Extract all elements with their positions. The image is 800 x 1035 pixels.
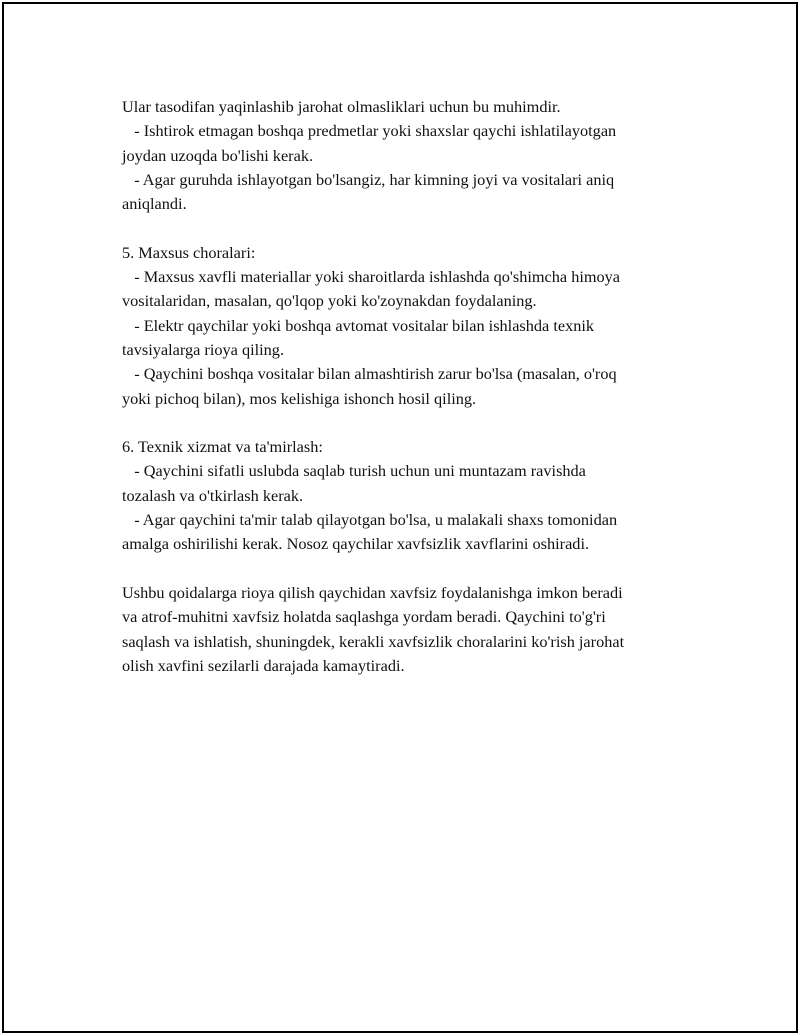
text-line: amalga oshirilishi kerak. Nosoz qaychilar xavfsizlik xavflarini oshiradi.: [122, 534, 590, 554]
page-frame: [2, 2, 798, 1033]
text-line: - Qaychini sifatli uslubda saqlab turish uchun uni muntazam ravishda: [122, 461, 586, 481]
section-heading: 5. Maxsus choralari:: [122, 242, 256, 262]
text-line: tavsiyalarga rioya qiling.: [122, 339, 285, 359]
text-line: - Ishtirok etmagan boshqa predmetlar yoki shaxslar qaychi ishlatilayotgan: [122, 121, 617, 141]
section-heading: 6. Texnik xizmat va ta'mirlash:: [122, 437, 323, 457]
text-line: aniqlandi.: [122, 194, 187, 214]
text-line: yoki pichoq bilan), mos kelishiga ishonch hosil qiling.: [122, 388, 477, 408]
text-line: tozalash va o'tkirlash kerak.: [122, 485, 304, 505]
text-line: vositalaridan, masalan, qo'lqop yoki ko'zoynakdan foydalaning.: [122, 291, 537, 311]
blank-line: [122, 557, 702, 581]
text-line: - Agar guruhda ishlayotgan bo'lsangiz, har kimning joyi va vositalari aniq: [122, 169, 615, 189]
text-line: Ushbu qoidalarga rioya qilish qaychidan xavfsiz foydalanishga imkon beradi: [122, 582, 623, 602]
text-line: - Elektr qaychilar yoki boshqa avtomat vositalar bilan ishlashda texnik: [122, 315, 595, 335]
text-line: Ular tasodifan yaqinlashib jarohat olmasliklari uchun bu muhimdir.: [122, 97, 561, 116]
text-line: - Agar qaychini ta'mir talab qilayotgan bo'lsa, u malakali shaxs tomonidan: [122, 510, 618, 530]
text-line: olish xavfini sezilarli darajada kamaytiradi.: [122, 655, 405, 675]
text-line: - Qaychini boshqa vositalar bilan almashtirish zarur bo'lsa (masalan, o'roq: [122, 364, 617, 384]
text-line: va atrof-muhitni xavfsiz holatda saqlashga yordam beradi. Qaychini to'g'ri: [122, 607, 606, 627]
text-line: joydan uzoqda bo'lishi kerak.: [122, 145, 314, 165]
text-line: - Maxsus xavfli materiallar yoki sharoitlarda ishlashda qo'shimcha himoya: [122, 267, 621, 287]
text-line: saqlash va ishlatish, shuningdek, kerakli xavfsizlik choralarini ko'rish jarohat: [122, 631, 625, 651]
document-body: [122, 95, 702, 678]
blank-line: [122, 411, 702, 435]
blank-line: [122, 216, 702, 240]
